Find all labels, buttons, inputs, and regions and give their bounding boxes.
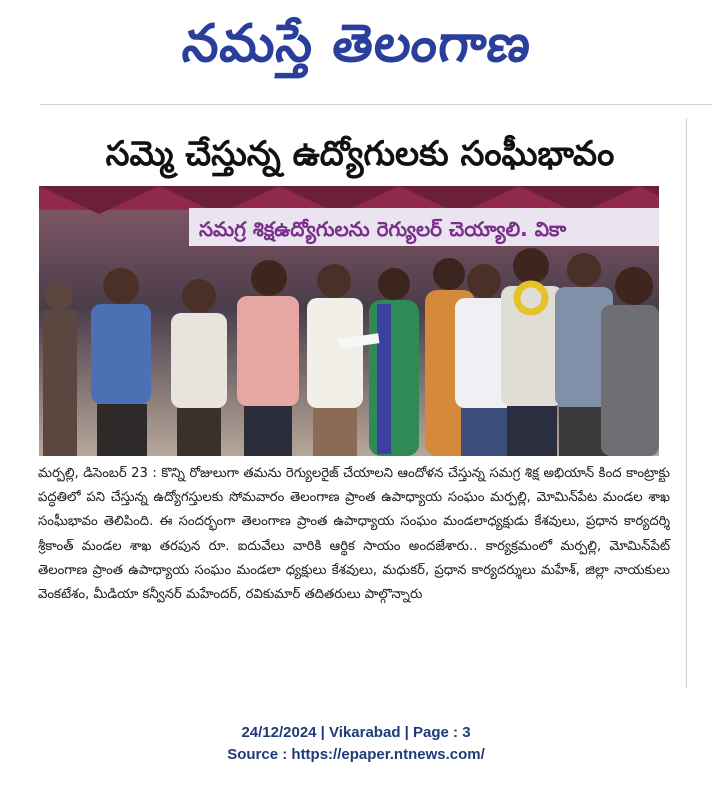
photo-banner-text: సమగ్ర శిక్షఉద్యోగులను రెగ్యులర్ చెయ్యాలి. వికా [199, 217, 567, 241]
header-divider [40, 104, 712, 105]
newspaper-logo: నమస్తే తెలంగాణ [179, 13, 535, 74]
group-photo-image [39, 186, 659, 456]
source-link[interactable]: Source : https://epaper.ntnews.com/ [227, 746, 485, 763]
article-body [38, 462, 670, 607]
article-headline: సమ్మె చేస్తున్న ఉద్యోగులకు సంఘీభావం [105, 134, 615, 174]
article-photo [39, 186, 659, 456]
masthead [0, 0, 712, 100]
clipping-footer [0, 722, 712, 766]
news-clipping [30, 118, 670, 698]
article-paragraph: మర్పల్లి, డిసెంబర్ 23 : కొన్ని రోజులుగా తమను రెగ్యులరైజ్ చేయాలని ఆందోళన చేస్తున్న సమగ్ర శిక్ష అభియాన్ కింద కాంట్రాక్టు పద్ధతిలో పని చేస్తున్న ఉద్యోగస్తులకు సోమవారం తెలంగాణ ప్రాంత ఉపాధ్యాయ సంఘం మర్పల్లి, మోమిన్‌పేట మండల శాఖ సంఘీభావం తెలిపింది. ఈ సందర్భంగా తెలంగాణ ప్రాంత ఉపాధ్యాయ సంఘం మండలాధ్యక్షుడు కేశవులు, ప్రధాన కార్యదర్శి శ్రీకాంత్ మండల శాఖ తరపున రూ. ఐదువేలు వారికి ఆర్థిక సాయం అందజేశారు.. కార్యక్రమంలో మర్పల్లి, మోమిన్‌పేట్ తెలంగాణ ప్రాంత ఉపాధ్యాయ సంఘం మండలా ధ్యక్షులు కేశవులు, మధుకర్, ప్రధాన కార్యదర్శులు మహేశ్, జిల్లా నాయకులు వెంకటేశం, మీడియా కన్వీనర్ మహేందర్, రవికుమార్ తదితరులు పాల్గొన్నారు [38, 466, 670, 603]
column-divider [686, 118, 687, 688]
publication-info: 24/12/2024 | Vikarabad | Page : 3 [241, 724, 471, 741]
